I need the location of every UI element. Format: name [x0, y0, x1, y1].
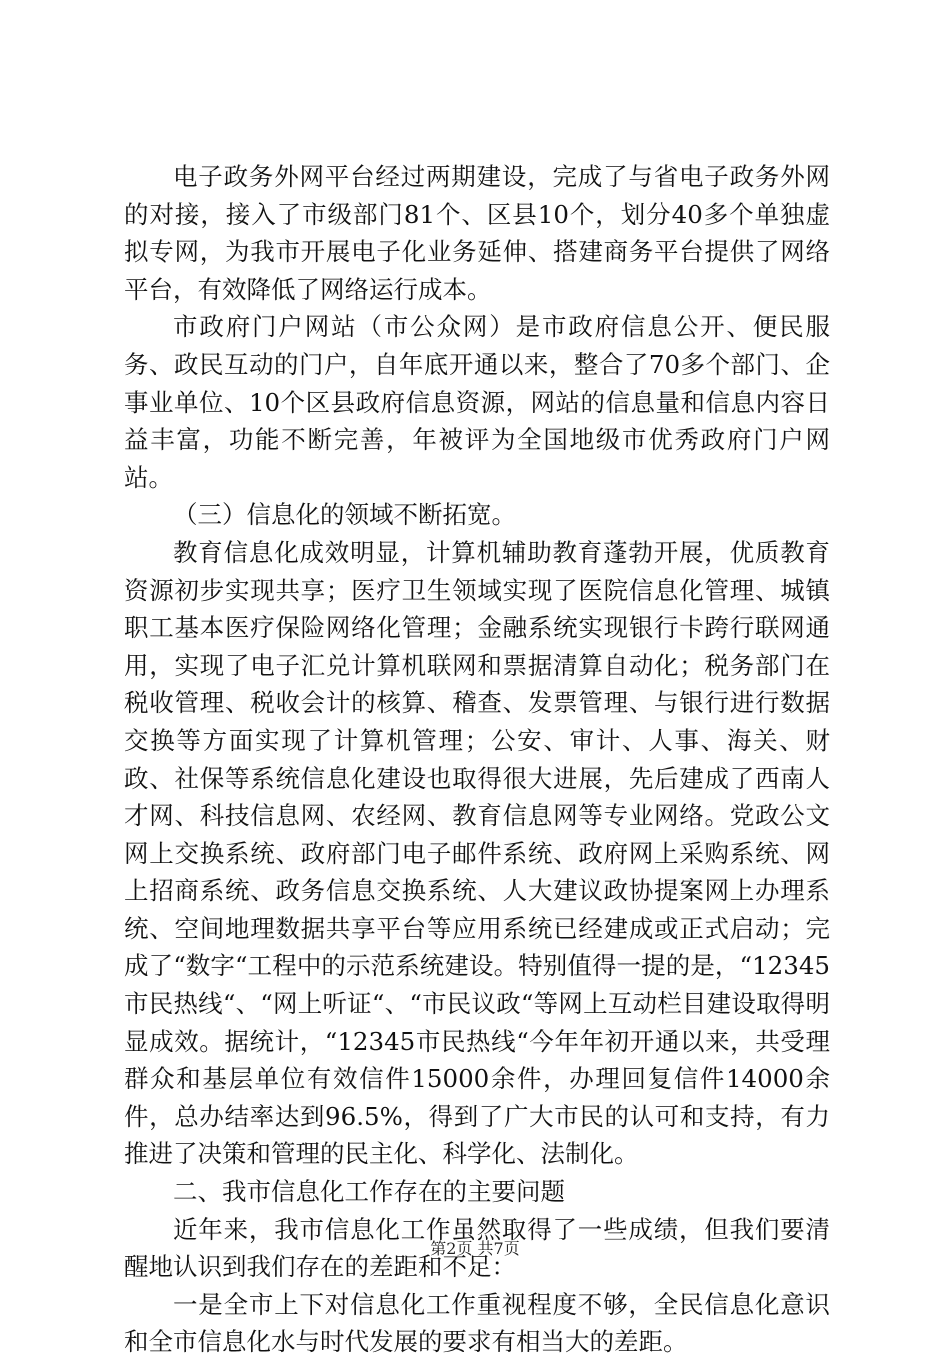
section-heading-informatization-fields: （三）信息化的领域不断拓宽。 [173, 500, 516, 530]
paragraph-problems-intro: 近年来，我市信息化工作虽然取得了一些成绩，但我们要清醒地认识到我们存在的差距和不足： [124, 1214, 830, 1282]
page-number-label: 第2页 共7页 [430, 1239, 520, 1258]
section-heading-main-problems: 二、我市信息化工作存在的主要问题 [173, 1177, 565, 1207]
paragraph-problem-one: 一是全市上下对信息化工作重视程度不够，全民信息化意识和全市信息化水与时代发展的要求有相当大的差距。 [124, 1289, 830, 1357]
paragraph-informatization-achievements: 教育信息化成效明显，计算机辅助教育蓬勃开展，优质教育资源初步实现共享；医疗卫生领域实现了医院信息化管理、城镇职工基本医疗保险网络化管理；金融系统实现银行卡跨行联网通用，实现了电子汇兑计算机联网和票据清算自动化；税务部门在税收管理、税收会计的核算、稽查、发票管理、与银行进行数据交换等方面实现了计算机管理；公安、审计、人事、海关、财政、社保等系统信息化建设也取得很大进展，先后建成了西南人才网、科技信息网、农经网、教育信息网等专业网络。党政公文网上交换系统、政府部门电子邮件系统、政府网上采购系统、网上招商系统、政务信息交换系统、人大建议政协提案网上办理系统、空间地理数据共享平台等应用系统已经建成或正式启动；完成了“数字“工程中的示范系统建设。特别值得一提的是，“12345市民热线“、“网上听证“、“市民议政“等网上互动栏目建设取得明显成效。据统计，“12345市民热线“今年年初开通以来，共受理群众和基层单位有效信件15000余件，办理回复信件14000余件，总办结率达到96.5%，得到了广大市民的认可和支持，有力推进了决策和管理的民主化、科学化、法制化。 [124, 537, 830, 1169]
paragraph-government-portal: 市政府门户网站（市公众网）是市政府信息公开、便民服务、政民互动的门户，自年底开通以来，整合了70多个部门、企事业单位、10个区县政府信息资源，网站的信息量和信息内容日益丰富，功能不断完善，年被评为全国地级市优秀政府门户网站。 [124, 312, 830, 492]
page-footer [0, 1239, 950, 1259]
paragraph-e-gov-extranet: 电子政务外网平台经过两期建设，完成了与省电子政务外网的对接，接入了市级部门81个、区县10个，划分40多个单独虚拟专网，为我市开展电子化业务延伸、搭建商务平台提供了网络平台，有效降低了网络运行成本。 [124, 162, 830, 304]
document-body [124, 158, 830, 1361]
